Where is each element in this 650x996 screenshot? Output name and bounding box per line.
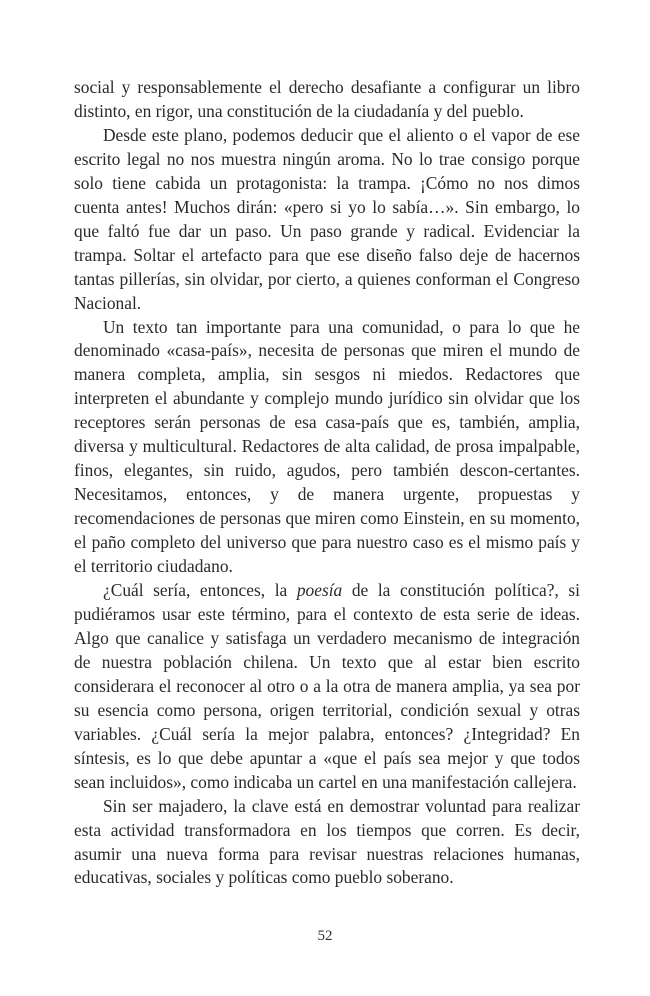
- paragraph-4-text-a: ¿Cuál sería, entonces, la: [103, 580, 297, 601]
- paragraph-3: [74, 316, 580, 579]
- page-body: [74, 76, 580, 890]
- page-number: 52: [317, 928, 333, 944]
- paragraph-3-text: Un texto tan importante para una comunidad, o para lo que he denominado «casa-país», necesita de personas que miren el mundo de manera completa, amplia, sin sesgos ni miedos. Redactores que interpreten el abundante y complejo mundo jurídico sin olvidar que los receptores serán personas de esa casa-país que es, también, amplia, diversa y multicultural. Redactores de alta calidad, de prosa impalpable, finos, elegantes, sin ruido, agudos, pero también descon-certantes. Necesitamos, entonces, y de manera urgente, propuestas y recomendaciones de personas que miren como Einstein, en su momento, el paño completo del universo que para nuestro caso es el mismo país y el territorio ciudadano.: [74, 316, 580, 577]
- paragraph-4-text-b: de la constitución política?, si pudiéramos usar este término, para el contexto de esta serie de ideas. Algo que canalice y satisfaga un verdadero mecanismo de integración de nuestra población chilena. Un texto que al estar bien escrito considerara el reconocer al otro o a la otra de manera amplia, ya sea por su esencia como persona, origen territorial, condición sexual y otras variables. ¿Cuál sería la mejor palabra, entonces? ¿Integridad? En síntesis, es lo que debe apuntar a «que el país sea mejor y que todos sean incluidos», como indicaba un cartel en una manifestación callejera.: [74, 580, 580, 792]
- paragraph-4: [74, 579, 580, 795]
- paragraph-2-text: Desde este plano, podemos deducir que el aliento o el vapor de ese escrito legal no nos muestra ningún aroma. No lo trae consigo porque solo tiene cabida un protagonista: la trampa. ¡Cómo no nos dimos cuenta antes! Muchos dirán: «pero si yo lo sabía…». Sin embargo, lo que faltó fue dar un paso. Un paso grande y radical. Evidenciar la trampa. Soltar el artefacto para que ese diseño falso deje de hacernos tantas pillerías, sin olvidar, por cierto, a quienes conforman el Congreso Nacional.: [74, 124, 580, 313]
- paragraph-4-italic-term: poesía: [296, 580, 343, 601]
- paragraph-1: [74, 76, 580, 124]
- paragraph-5-text: Sin ser majadero, la clave está en demostrar voluntad para realizar esta actividad transformadora en los tiempos que corren. Es decir, asumir una nueva forma para revisar nuestras relaciones humanas, educativas, sociales y políticas como pueblo soberano.: [74, 795, 580, 888]
- paragraph-5: [74, 795, 580, 891]
- paragraph-2: [74, 124, 580, 316]
- paragraph-1-text: social y responsablemente el derecho desafiante a configurar un libro distinto, en rigor, una constitución de la ciudadanía y del pueblo.: [74, 77, 580, 121]
